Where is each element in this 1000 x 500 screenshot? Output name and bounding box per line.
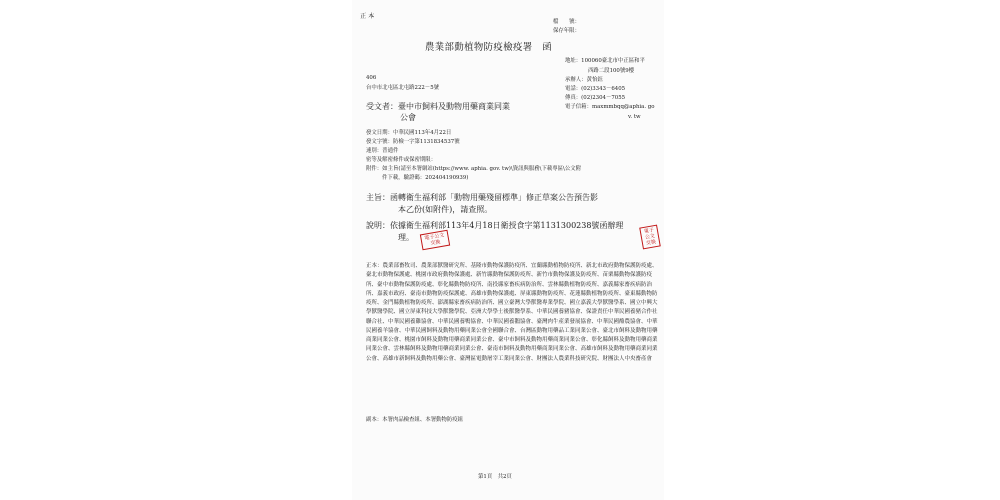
file-no-label: 檔 號： [553,19,580,25]
email-line2: v. tw [628,114,641,120]
retention-label: 保存年限： [553,28,580,34]
recipient-address: 台中市北屯區北屯路222－5號 [366,85,440,91]
recipient-line1: 受文者：臺中市飼料及動物用藥商業同業 [366,102,510,111]
document-page [352,0,664,500]
email-line1: 電子信箱：maxmmbqq@aphia. go [565,104,655,110]
copy-recipients: 副本：本署肉品檢查組、本署動物防疫組 [366,417,464,423]
subject-line1: 主旨：函轉衛生福利部「動物用藥殘留標準」修正草案公告預告影 [366,193,598,202]
sender-address-line2: 西路二段100號9樓 [588,68,635,74]
agency-title: 農業部動植物防疫檢疫署 函 [425,42,553,53]
contact-person: 承辦人：黃怡鈺 [565,77,603,83]
phone: 電話：(02)3343－6405 [565,86,626,92]
attachment-line2: 件下載，驗證碼：202404190939) [382,175,469,181]
recipient-postal-code: 406 [366,75,377,81]
subject-line2: 本乙份(如附件)，請查照。 [398,205,493,214]
issue-number: 發文字號：防檢一字第1131834537號 [366,139,460,145]
attachment-line1: 附件：如主旨(請至本署網站(https://www. aphia. gov. tw)\資訊與服務\下載專區\公文附 [366,166,582,172]
page-number: 第1頁 共2頁 [478,474,512,480]
issue-date: 發文日期：中華民國113年4月22日 [366,130,452,136]
secrecy-level: 密等及解密條件或保密期限： [366,157,437,163]
primary-recipients-list: 正本：農業部畜牧司、農業部獸醫研究所、基隆市動物保護防疫所、宜蘭縣動植物防疫所、新北市政府動物保護防疫處、臺北市動物保護處、桃園市政府動物保護處、新竹縣動物保護防疫所、新竹市動物保護及防疫所、苗栗縣動物保護防疫所、臺中市動物保護防疫處、彰化縣動物防疫所、南投縣家畜疾病防治所、雲林縣動植物防疫所、嘉義縣家畜疾病防治所、嘉義市政府、臺南市動物防疫保護處、高雄市動物保護處、屏東縣動物防疫所、花蓮縣動植物防疫所、臺東縣動物防疫所、金門縣動植物防疫所、澎湖縣家畜疾病防治所、國立臺灣大學獸醫專業學院、國立嘉義大學獸醫學系、國立中興大學獸醫學院、國立屏東科技大學獸醫學院、亞洲大學學士後獸醫學系、中華民國養豬協會、保證責任中華民國養豬合作社聯合社、中華民國養雞協會、中華民國養鴨協會、中華民國養鵝協會、臺灣肉牛產業發展協會、中華民國酪農協會、中華民國養羊協會、中華民國飼料及動物用藥同業公會全國聯合會、台灣區動物用藥品工業同業公會、臺北市飼料及動物用藥商業同業公會、桃園市飼料及動物用藥商業同業公會、臺中市飼料及動物用藥商業同業公會、彰化縣飼料及動物用藥商業同業公會、雲林縣飼料及動物用藥商業同業公會、臺南市飼料及動物用藥商業同業公會、高雄市飼料及動物用藥商業同業公會、高雄市新飼料及動物用藥公會、臺灣區電動屠宰工業同業公會、財團法人農業科技研究院、財團法人中央畜產會 [366,263,658,362]
recipient-line2: 公會 [400,113,416,122]
exchange-stamp-left: 電子公文交換 [420,230,450,251]
fax: 傳真：(02)2304－7055 [565,95,626,101]
copy-type: 正 本 [360,13,375,20]
explanation-line1: 說明：依據衛生福利部113年4月18日衛授食字第1131300238號函辦理 [366,221,624,230]
exchange-stamp-right: 電子公文交換 [639,225,661,250]
sender-address-line1: 地址：100060臺北市中正區和平 [565,58,645,64]
delivery-speed: 速別：普通件 [366,148,399,154]
explanation-line2: 理。 [398,233,414,242]
